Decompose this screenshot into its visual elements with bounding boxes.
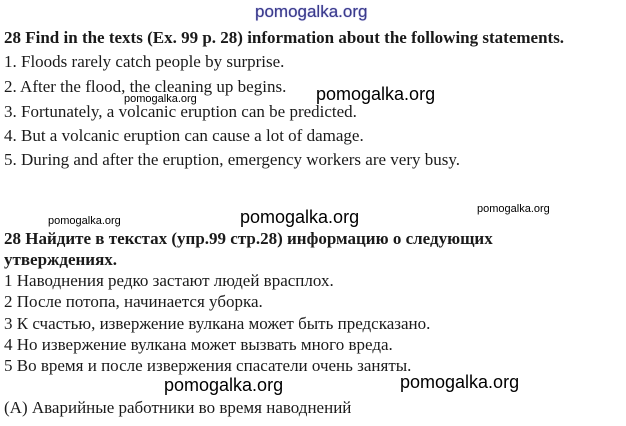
watermark-small-3: pomogalka.org — [477, 203, 550, 215]
english-item-2: 2. After the flood, the cleaning up begins. — [4, 77, 287, 96]
watermark-top: pomogalka.org — [255, 2, 368, 21]
watermark-small-2: pomogalka.org — [48, 215, 121, 227]
watermark-big-1: pomogalka.org — [316, 84, 436, 104]
russian-item-2: 2 После потопа, начинается уборка. — [4, 292, 263, 311]
russian-item-4: 4 Но извержение вулкана может вызвать много вреда. — [4, 335, 393, 354]
watermark-big-3: pomogalka.org — [164, 375, 284, 395]
watermark-big-4: pomogalka.org — [400, 372, 520, 392]
english-item-3: 3. Fortunately, a volcanic eruption can be predicted. — [4, 102, 357, 121]
english-item-4: 4. But a volcanic eruption can cause a lot of damage. — [4, 126, 364, 145]
russian-heading-line2: утверждениях. — [4, 250, 118, 269]
watermark-big-2: pomogalka.org — [240, 207, 360, 227]
russian-item-1: 1 Наводнения редко застают людей врасплох. — [4, 271, 334, 290]
russian-item-5: 5 Во время и после извержения спасатели очень заняты. — [4, 356, 412, 375]
russian-item-3: 3 К счастью, извержение вулкана может быть предсказано. — [4, 314, 431, 333]
english-heading: 28 Find in the texts (Ex. 99 p. 28) information about the following statements. — [4, 28, 565, 47]
english-item-1: 1. Floods rarely catch people by surprise. — [4, 52, 285, 71]
watermark-small-1: pomogalka.org — [124, 93, 197, 105]
russian-heading-line1: 28 Найдите в текстах (упр.99 стр.28) информацию о следующих — [4, 229, 493, 248]
english-item-5: 5. During and after the eruption, emergency workers are very busy. — [4, 150, 461, 169]
russian-answer-line: (A) Аварийные работники во время наводнений — [4, 398, 352, 417]
